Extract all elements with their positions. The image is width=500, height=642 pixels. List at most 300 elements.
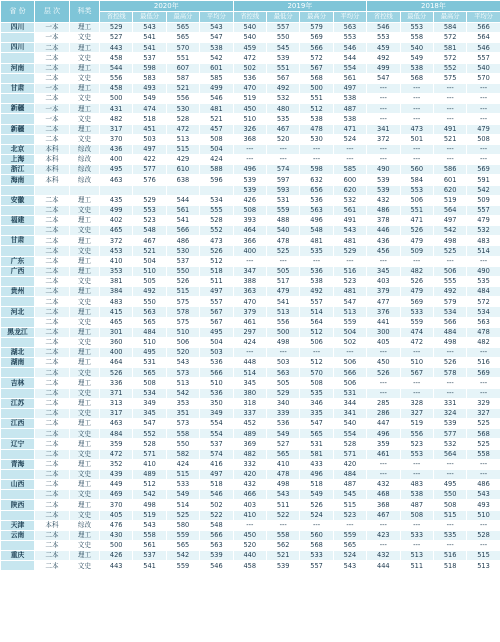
province-cell: 云南 [1, 530, 35, 540]
score-cell: 573 [166, 368, 199, 378]
level-cell: 二本 [35, 480, 70, 490]
score-cell: 410 [233, 510, 266, 520]
province-cell: 浙江 [1, 165, 35, 175]
score-cell: --- [300, 256, 333, 266]
score-cell: 549 [266, 429, 299, 439]
score-cell: 539 [233, 185, 266, 195]
score-cell: 476 [100, 520, 133, 530]
score-cell: 453 [100, 246, 133, 256]
score-cell: 540 [400, 43, 433, 53]
score-cell: 542 [133, 490, 166, 500]
score-cell: 544 [333, 53, 366, 63]
score-cell: 519 [233, 94, 266, 104]
score-cell: --- [266, 520, 299, 530]
score-cell: --- [433, 540, 466, 550]
score-cell: 359 [367, 439, 400, 449]
score-cell: --- [266, 348, 299, 358]
score-cell: 543 [133, 23, 166, 33]
score-cell: 426 [233, 195, 266, 205]
category-cell: 文史 [70, 368, 100, 378]
score-cell: 543 [200, 23, 233, 33]
score-cell: --- [467, 388, 500, 398]
score-cell: 536 [266, 419, 299, 429]
sub-header-control-line: 省控线 [233, 12, 266, 23]
score-cell: 573 [166, 419, 199, 429]
score-cell: 558 [266, 530, 299, 540]
score-cell: 539 [433, 419, 466, 429]
score-cell: 504 [200, 337, 233, 347]
category-cell: 理工 [70, 83, 100, 93]
score-cell: 526 [433, 358, 466, 368]
score-cell: 369 [233, 439, 266, 449]
score-cell: 510 [200, 378, 233, 388]
score-cell: 553 [333, 33, 366, 43]
score-cell: 559 [333, 530, 366, 540]
score-cell: 546 [467, 43, 500, 53]
score-cell: 529 [100, 23, 133, 33]
province-cell: 新疆 [1, 124, 35, 134]
score-cell: 370 [100, 500, 133, 510]
level-cell: 二本 [35, 530, 70, 540]
score-cell: 403 [367, 276, 400, 286]
score-cell: 569 [300, 33, 333, 43]
score-cell: 461 [233, 317, 266, 327]
score-cell: 533 [300, 551, 333, 561]
score-cell: 450 [233, 530, 266, 540]
score-cell: 558 [166, 429, 199, 439]
score-cell: --- [433, 83, 466, 93]
score-cell: 498 [433, 236, 466, 246]
score-cell: 528 [200, 215, 233, 225]
score-cell: 472 [100, 449, 133, 459]
score-cell: 508 [433, 500, 466, 510]
score-cell: 542 [200, 53, 233, 63]
table-row [1, 449, 500, 459]
table-row [1, 520, 500, 530]
level-cell: 二本 [35, 449, 70, 459]
score-cell: --- [367, 459, 400, 469]
score-cell: 519 [433, 195, 466, 205]
score-cell: 496 [300, 215, 333, 225]
score-cell: --- [433, 114, 466, 124]
score-cell: 328 [400, 398, 433, 408]
score-cell: 598 [133, 63, 166, 73]
score-cell: 473 [400, 124, 433, 134]
score-cell: --- [400, 155, 433, 165]
score-cell: 500 [300, 83, 333, 93]
score-cell: --- [433, 94, 466, 104]
table-row [1, 185, 500, 195]
score-cell: 335 [300, 408, 333, 418]
score-cell: 523 [333, 276, 366, 286]
score-cell: 550 [166, 439, 199, 449]
province-cell: 新疆 [1, 104, 35, 114]
table-row [1, 490, 500, 500]
score-cell: 518 [200, 266, 233, 276]
score-cell: 539 [266, 53, 299, 63]
province-cell [1, 33, 35, 43]
score-cell: 512 [200, 256, 233, 266]
score-cell: 538 [333, 94, 366, 104]
score-cell: 567 [266, 73, 299, 83]
province-cell: 江苏 [1, 398, 35, 408]
score-cell: 522 [266, 510, 299, 520]
score-cell: 514 [300, 307, 333, 317]
score-cell [133, 185, 166, 195]
score-cell: 495 [433, 480, 466, 490]
score-cell: 556 [266, 317, 299, 327]
province-header: 省 份 [1, 1, 35, 23]
level-cell: 本科 [35, 175, 70, 185]
score-cell: 520 [166, 348, 199, 358]
score-cell: --- [467, 83, 500, 93]
category-cell: 理工 [70, 551, 100, 561]
category-cell [70, 185, 100, 195]
level-cell: 二本 [35, 276, 70, 286]
score-cell: 345 [367, 266, 400, 276]
province-cell [1, 388, 35, 398]
score-cell: 523 [400, 439, 433, 449]
score-cell: 400 [100, 348, 133, 358]
score-cell: 570 [467, 73, 500, 83]
score-cell: --- [433, 469, 466, 479]
score-cell: 516 [433, 551, 466, 561]
score-cell: 513 [400, 551, 433, 561]
province-cell: 河南 [1, 63, 35, 73]
level-cell: 二本 [35, 551, 70, 561]
score-cell: --- [400, 83, 433, 93]
score-cell: 552 [133, 429, 166, 439]
score-cell: 601 [433, 175, 466, 185]
score-cell: 432 [367, 480, 400, 490]
score-cell: --- [433, 520, 466, 530]
score-cell: 459 [367, 43, 400, 53]
level-cell: 二本 [35, 256, 70, 266]
category-cell: 文史 [70, 246, 100, 256]
table-row [1, 144, 500, 154]
score-cell: 498 [133, 500, 166, 510]
score-cell: 588 [200, 165, 233, 175]
score-cell: --- [467, 348, 500, 358]
score-cell: --- [233, 144, 266, 154]
score-cell: 550 [133, 297, 166, 307]
score-cell: 565 [333, 540, 366, 550]
score-cell: 578 [433, 368, 466, 378]
table-row [1, 53, 500, 63]
score-cell: 564 [467, 33, 500, 43]
score-cell: 478 [467, 327, 500, 337]
score-cell: 553 [367, 33, 400, 43]
score-cell: 536 [300, 266, 333, 276]
score-cell: 518 [433, 561, 466, 571]
score-cell: 517 [266, 276, 299, 286]
score-cell: 483 [467, 236, 500, 246]
score-cell: 551 [166, 53, 199, 63]
table-row [1, 43, 500, 53]
category-cell: 理工 [70, 439, 100, 449]
province-cell: 黑龙江 [1, 327, 35, 337]
score-cell: 544 [100, 63, 133, 73]
score-cell: --- [400, 520, 433, 530]
score-cell: 546 [333, 43, 366, 53]
level-cell: 二本 [35, 398, 70, 408]
table-row [1, 388, 500, 398]
score-cell: --- [400, 104, 433, 114]
score-cell: 415 [100, 307, 133, 317]
level-cell: 二本 [35, 358, 70, 368]
score-cell: 514 [467, 246, 500, 256]
score-cell: --- [433, 144, 466, 154]
category-cell: 理工 [70, 124, 100, 134]
score-cell: 561 [166, 205, 199, 215]
score-cell: --- [300, 348, 333, 358]
score-cell: 554 [333, 429, 366, 439]
score-cell: --- [400, 144, 433, 154]
score-cell: 458 [100, 53, 133, 63]
score-cell: 331 [433, 398, 466, 408]
score-cell: 528 [333, 439, 366, 449]
score-cell: 547 [333, 297, 366, 307]
score-cell: 546 [200, 490, 233, 500]
score-cell [200, 185, 233, 195]
category-cell: 文史 [70, 540, 100, 550]
table-row [1, 530, 500, 540]
score-cell: 510 [233, 114, 266, 124]
score-cell: 478 [266, 236, 299, 246]
score-cell: 512 [300, 358, 333, 368]
score-cell: 539 [367, 185, 400, 195]
level-cell: 二本 [35, 236, 70, 246]
category-cell: 理工 [70, 480, 100, 490]
province-cell: 安徽 [1, 195, 35, 205]
score-cell: 537 [200, 439, 233, 449]
province-cell [1, 134, 35, 144]
score-cell: --- [266, 155, 299, 165]
score-cell: 500 [100, 540, 133, 550]
province-cell [1, 114, 35, 124]
category-cell: 理工 [70, 530, 100, 540]
score-cell: 548 [300, 226, 333, 236]
score-cell: 441 [367, 317, 400, 327]
score-cell: 515 [433, 510, 466, 520]
score-cell: 463 [100, 419, 133, 429]
score-cell: 526 [400, 276, 433, 286]
score-cell: 402 [100, 215, 133, 225]
level-cell: 二本 [35, 205, 70, 215]
score-cell: 610 [166, 165, 199, 175]
score-cell: 542 [433, 226, 466, 236]
score-cell: 567 [200, 317, 233, 327]
score-cell: 552 [200, 226, 233, 236]
score-cell: --- [433, 348, 466, 358]
province-cell [1, 297, 35, 307]
score-cell: 443 [100, 561, 133, 571]
score-cell: 450 [233, 104, 266, 114]
table-row [1, 94, 500, 104]
score-cell: 484 [133, 327, 166, 337]
score-cell: --- [467, 104, 500, 114]
category-cell: 理工 [70, 378, 100, 388]
score-cell: 504 [133, 256, 166, 266]
score-cell: 465 [100, 226, 133, 236]
score-cell: 538 [300, 114, 333, 124]
score-cell: 424 [233, 337, 266, 347]
score-cell: 461 [367, 449, 400, 459]
score-cell: 352 [100, 459, 133, 469]
province-cell: 北京 [1, 144, 35, 154]
score-cell: 556 [100, 73, 133, 83]
score-cell: 587 [166, 73, 199, 83]
score-cell: 510 [133, 337, 166, 347]
score-cell: 519 [400, 419, 433, 429]
table-row [1, 165, 500, 175]
score-cell: --- [467, 94, 500, 104]
category-cell: 文史 [70, 53, 100, 63]
score-cell: 545 [333, 490, 366, 500]
category-cell: 文史 [70, 408, 100, 418]
score-cell: 544 [166, 195, 199, 205]
score-cell: 469 [100, 490, 133, 500]
score-cell: 581 [300, 449, 333, 459]
table-row [1, 408, 500, 418]
category-cell: 文史 [70, 317, 100, 327]
category-cell: 理工 [70, 63, 100, 73]
province-cell: 福建 [1, 215, 35, 225]
score-cell: 484 [433, 327, 466, 337]
score-cell: 458 [233, 561, 266, 571]
score-cell: 572 [433, 53, 466, 63]
score-cell: 527 [266, 439, 299, 449]
score-cell: 345 [133, 408, 166, 418]
score-cell: 353 [100, 266, 133, 276]
score-cell: 488 [266, 215, 299, 225]
score-cell: 388 [233, 276, 266, 286]
level-cell: 二本 [35, 195, 70, 205]
score-cell: 557 [300, 297, 333, 307]
score-cell: 534 [200, 195, 233, 205]
score-cell: 313 [100, 398, 133, 408]
province-cell: 山西 [1, 480, 35, 490]
header-row-years [1, 1, 500, 12]
province-cell: 广东 [1, 256, 35, 266]
score-cell: 410 [133, 459, 166, 469]
province-cell: 河北 [1, 307, 35, 317]
score-cell: 526 [300, 500, 333, 510]
score-cell: 554 [333, 63, 366, 73]
score-cell: 487 [333, 104, 366, 114]
score-cell: 317 [100, 124, 133, 134]
score-cell: 510 [166, 327, 199, 337]
score-cell: 554 [200, 429, 233, 439]
score-cell: 550 [433, 490, 466, 500]
province-cell [1, 53, 35, 63]
score-cell: 555 [200, 205, 233, 215]
score-cell: 345 [233, 378, 266, 388]
score-cell: 378 [367, 215, 400, 225]
score-cell: 656 [300, 185, 333, 195]
category-cell: 文史 [70, 205, 100, 215]
level-header: 层 次 [35, 1, 70, 23]
score-cell: 572 [433, 33, 466, 43]
score-cell: 566 [467, 23, 500, 33]
province-cell: 江西 [1, 419, 35, 429]
table-row [1, 510, 500, 520]
category-cell: 文史 [70, 297, 100, 307]
score-cell: --- [400, 388, 433, 398]
score-cell: 565 [166, 23, 199, 33]
score-cell: 562 [266, 540, 299, 550]
score-cell: 435 [100, 195, 133, 205]
sub-header-control-line: 省控线 [100, 12, 133, 23]
score-cell: 579 [433, 297, 466, 307]
score-cell: 318 [233, 398, 266, 408]
score-cell: 478 [266, 469, 299, 479]
score-cell: 481 [333, 236, 366, 246]
table-row [1, 327, 500, 337]
score-cell: --- [400, 114, 433, 124]
score-cell: 541 [133, 561, 166, 571]
score-cell: 620 [433, 185, 466, 195]
score-cell: 532 [266, 94, 299, 104]
sub-header-control-line: 省控线 [367, 12, 400, 23]
score-cell: 466 [233, 490, 266, 500]
category-cell: 文史 [70, 561, 100, 571]
score-cell: 474 [400, 327, 433, 337]
table-row [1, 104, 500, 114]
score-cell: --- [467, 256, 500, 266]
category-cell: 理工 [70, 43, 100, 53]
sub-header-min-score: 最低分 [400, 12, 433, 23]
score-cell: 324 [433, 408, 466, 418]
score-cell: 496 [233, 165, 266, 175]
year-2018-header: 2018年 [367, 1, 500, 12]
category-cell: 文史 [70, 134, 100, 144]
level-cell: 二本 [35, 124, 70, 134]
score-cell: 525 [166, 510, 199, 520]
score-cell: 379 [367, 287, 400, 297]
score-cell: 563 [333, 23, 366, 33]
score-cell: --- [367, 469, 400, 479]
score-cell: --- [367, 540, 400, 550]
score-cell: 537 [166, 256, 199, 266]
province-cell: 湖南 [1, 358, 35, 368]
score-cell: 532 [467, 226, 500, 236]
score-cell: --- [433, 104, 466, 114]
score-cell: 431 [100, 104, 133, 114]
province-cell [1, 317, 35, 327]
score-cell: 565 [266, 449, 299, 459]
score-cell: 533 [400, 307, 433, 317]
score-cell: 525 [467, 439, 500, 449]
category-cell: 文史 [70, 114, 100, 124]
score-cell: 577 [133, 165, 166, 175]
score-cell: 503 [200, 348, 233, 358]
score-cell: --- [367, 348, 400, 358]
table-row [1, 155, 500, 165]
level-cell: 二本 [35, 94, 70, 104]
score-cell: 543 [133, 520, 166, 530]
score-cell: 497 [333, 83, 366, 93]
score-cell: --- [266, 144, 299, 154]
level-cell: 二本 [35, 348, 70, 358]
score-cell: --- [367, 388, 400, 398]
province-cell [1, 469, 35, 479]
score-cell: --- [300, 520, 333, 530]
score-cell: 490 [367, 165, 400, 175]
category-cell: 理工 [70, 215, 100, 225]
score-cell: 499 [100, 205, 133, 215]
score-cell: 521 [166, 83, 199, 93]
